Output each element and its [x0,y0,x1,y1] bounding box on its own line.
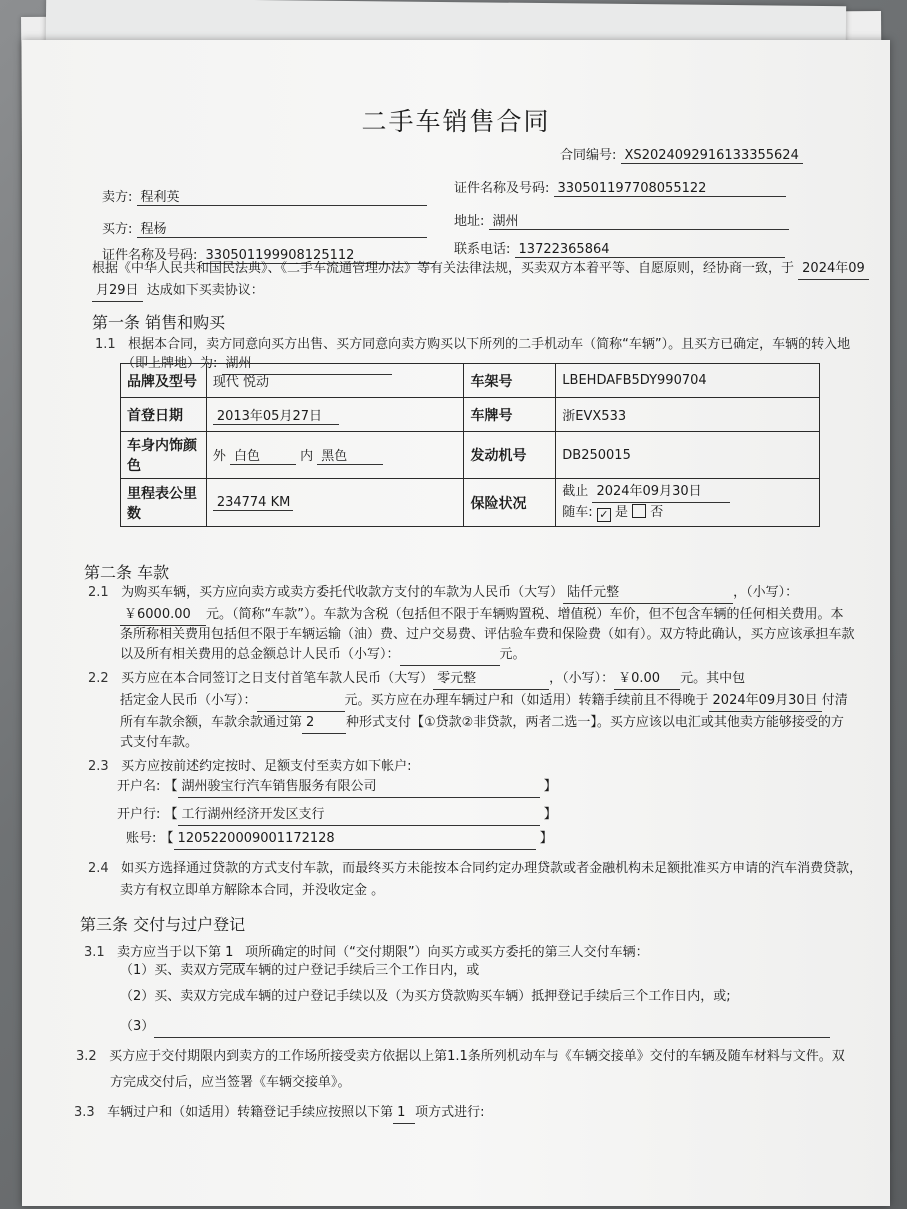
clause-2-4: 2.4 如买方选择通过贷款的方式支付车款，而最终买方未能按本合同约定办理贷款或者金融机构未足额批准买方申请的汽车消费贷款， [88,861,863,876]
clause-2-3: 2.3 买方应按前述约定按时、足额支付至卖方如下帐户: [88,759,412,774]
account-holder-row: 开户名: 【 湖州骏宝行汽车销售服务有限公司 】 [117,776,557,798]
checkbox-no[interactable] [632,504,646,518]
clause-3-1: 3.1 卖方应当于以下第 1 项所确定的时间（“交付期限”）向买方或买方委托的第三人交付车辆： [84,942,649,964]
insurance-date: 2024年09月30日 [592,482,730,503]
reg-date-value: 2013年05月27日 [213,405,339,425]
preamble-line1: 根据《中华人民共和国民法典》、《二手车流通管理办法》等有关法律法规，买卖双方本着平等、自愿原则，经协商一致，于 2024年09 [92,258,869,280]
delivery-item: 1 [221,942,245,964]
reg-date-label: 首登日期 [121,398,207,432]
reg-date-cell [206,398,464,432]
mileage-cell [206,479,464,527]
price-lower: ￥6000.00 [120,604,206,626]
clause-2-1: 2.1 为购买车辆，买方应向卖方或卖方委托代收款方支付的车款为人民币（大写） 陆仟元整 ，（小写）： [88,582,798,604]
engine-label: 发动机号 [464,432,556,479]
mileage-label: 里程表公里数 [121,479,207,527]
brand-value: 现代 悦动 [206,364,464,398]
phone: 13722365864 [515,242,785,258]
address-row: 地址: 湖州 [454,210,789,230]
interior-color: 黑色 [317,445,383,465]
clause-3-2: 3.2 买方应于交付期限内到卖方的工作场所接受卖方依据以上第1.1条所列机动车与《车辆交接单》交付的车辆及随车材料与文件。双 [76,1049,845,1064]
clause-3-3: 3.3 车辆过户和（如适用）转籍登记手续应按照以下第 1 项方式进行: [74,1102,485,1124]
down-payment-upper: 零元整 [433,668,549,690]
vehicle-table [120,363,820,527]
clause-2-4-l2: 卖方有权立即单方解除本合同，并没收定金 。 [120,883,385,898]
clause-2-1-l3: 条所称相关费用包括但不限于车辆运输（油）费、过户交易费、评估验车费和保险费（如有）。双方特此确认，买方应该承担车款 [120,627,855,642]
insurance-label: 保险状况 [464,479,556,527]
buyer-row: 买方: 程杨 [102,218,427,238]
color-cell: 外 白色 内 黑色 [206,432,464,479]
vin-label: 车架号 [464,364,556,398]
clause-2-1-l4: 以及所有相关费用的总金额总计人民币（小写）： 元。 [120,644,526,666]
page-title: 二手车销售合同 [361,107,551,136]
table-row [121,398,820,432]
clause-2-2-l4: 式支付车款。 [120,735,199,750]
seller-id-row: 证件名称及号码: 330501197708055122 [454,177,786,197]
seller-id: 330501197708055122 [554,181,786,197]
delivery-option-3-blank [154,1016,830,1038]
address: 湖州 [489,210,789,230]
exterior-color: 白色 [230,445,296,465]
article-2-heading: 第二条 车款 [84,563,170,582]
clause-2-1-l2: ￥6000.00 元。（简称“车款”）。车款为含税（包括但不限于车辆购置税、增值税）车价，但不包含车辆的任何相关费用。本 [120,604,843,626]
plate-value: 浙EVX533 [556,398,820,432]
clause-1-1-cont: （即上牌地）为: 湖州 [122,353,392,375]
preamble-date-2: 月29日 [92,280,143,302]
buyer-id: 330501199908125112 [202,248,434,264]
delivery-option-3: （3） [120,1016,830,1038]
account-holder: 湖州骏宝行汽车销售服务有限公司 [178,776,540,798]
color-label: 车身内饰颜色 [121,432,207,479]
table-row [121,432,820,479]
checkbox-yes[interactable]: ✓ [597,508,611,522]
table-row [121,364,820,398]
account-number: 1205220009001172128 [174,828,536,850]
mileage-value: 234774 KM [213,495,293,511]
plate-label: 车牌号 [464,398,556,432]
buyer-id-row: 证件名称及号码: 330501199908125112 [102,244,434,264]
seller-name: 程利英 [137,186,427,206]
payment-option: 2 [302,712,346,734]
clause-2-2-l3: 所有车款余额，车款余款通过第 2 种形式支付【①贷款②非贷款，两者二选一】。买方应该以电汇或其他卖方能够接受的方 [120,712,844,734]
deposit-amount [257,690,345,712]
seller-row: 卖方: 程利英 [102,186,427,206]
contract-number-value: XS2024092916133355624 [621,148,803,164]
table-row [121,479,820,527]
preamble-line2: 月29日 达成如下买卖协议： [92,280,264,302]
clause-2-2-l2: 括定金人民币（小写）： 元。买方应在办理车辆过户和（如适用）转籍手续前且不得晚于 2024年09月30日 付清 [120,690,848,712]
contract-number: 合同编号: XS2024092916133355624 [560,144,803,164]
down-payment-lower: ￥0.00 [614,668,680,690]
brand-label: 品牌及型号 [121,364,207,398]
bank-row: 开户行: 【 工行湖州经济开发区支行 】 [117,804,557,826]
contract-page [22,40,890,1206]
article-3-heading: 第三条 交付与过户登记 [80,915,246,934]
clause-1-1: 1.1 根据本合同，卖方同意向买方出售、买方同意向卖方购买以下所列的二手机动车（简称“车辆”）。且买方已确定，车辆的转入地 [95,337,851,352]
phone-row: 联系电话: 13722365864 [454,238,785,258]
preamble-date-1: 2024年09 [798,258,869,280]
buyer-name: 程杨 [137,218,427,238]
engine-value: DB250015 [556,432,820,479]
clause-3-2-l2: 方完成交付后，应当签署《车辆交接单》。 [110,1075,351,1090]
bank-name: 工行湖州经济开发区支行 [178,804,540,826]
delivery-option-1: （1）买、卖双方完成车辆的过户登记手续后三个工作日内，或 [120,963,480,978]
article-1-heading: 第一条 销售和购买 [92,313,226,332]
account-row: 账号: 【 1205220009001172128 】 [126,828,553,850]
delivery-option-2: （2）买、卖双方完成车辆的过户登记手续以及（为买方贷款购买车辆）抵押登记手续后三个工作日内，或; [120,989,731,1004]
insurance-cell: 截止 2024年09月30日 随车: ✓ 是 否 [556,479,820,527]
registration-place: 湖州 [222,353,392,375]
clause-2-2: 2.2 买方应在本合同签订之日支付首笔车款人民币（大写） 零元整 ，（小写）： ￥0.00 元。其中包 [88,668,745,690]
balance-deadline: 2024年09月30日 [709,690,822,712]
vin-value: LBEHDAFB5DY990704 [556,364,820,398]
total-amount [400,644,500,666]
price-upper: 陆仟元整 [563,582,733,604]
transfer-item: 1 [393,1102,415,1124]
